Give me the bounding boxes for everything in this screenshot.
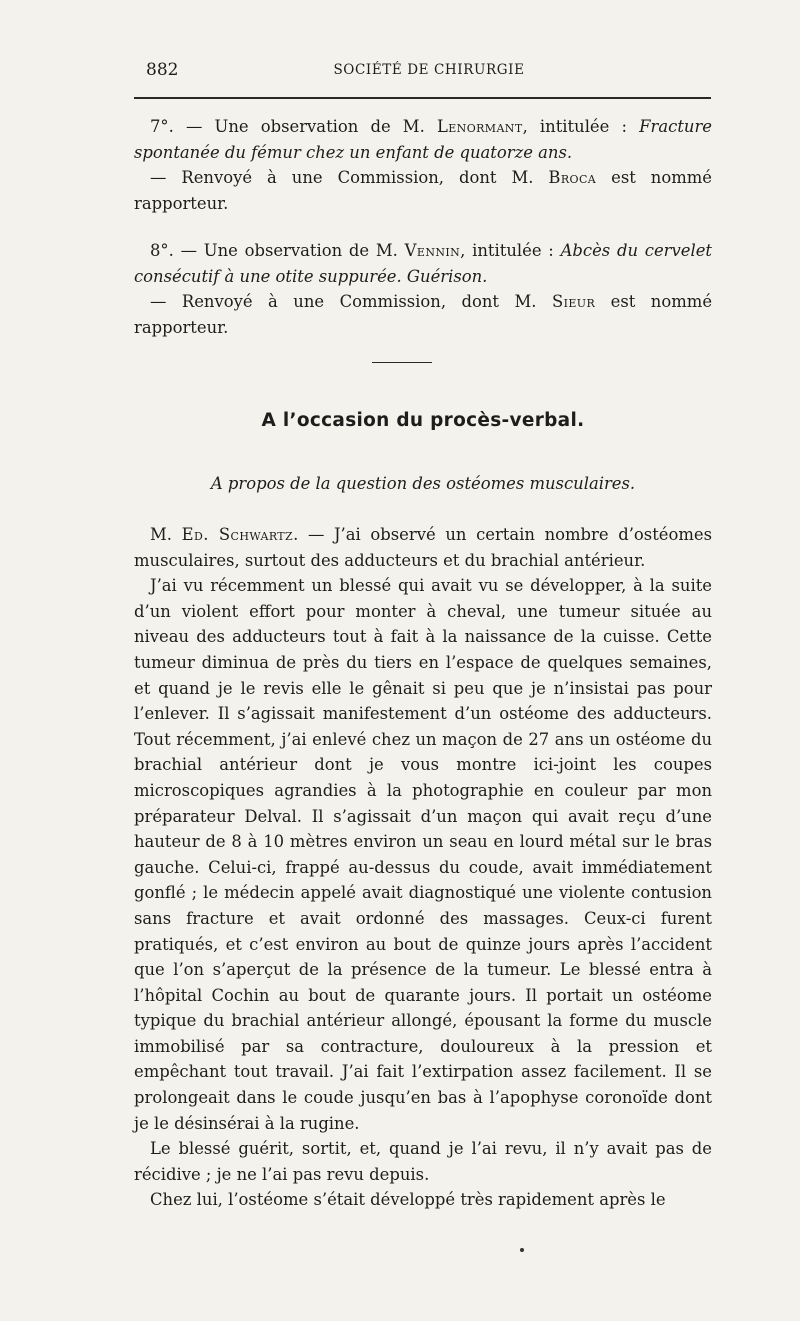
page-header — [146, 60, 712, 86]
item-7-referral — [134, 165, 712, 216]
item-7-paragraph — [134, 114, 712, 165]
item-7 — [134, 114, 712, 216]
item-8-author: Vennin — [404, 241, 461, 260]
section-divider — [372, 362, 432, 363]
item-7-reporter: Broca — [548, 168, 597, 188]
item-7-referral-end: est nommé rapporteur. — [134, 168, 712, 213]
paragraph-1 — [134, 522, 712, 573]
paragraph-4: Chez lui, l’ostéome s’était développé très rapidement après le — [150, 1190, 666, 1210]
item-8-referral-end: est nommé rapporteur. — [134, 292, 713, 337]
paragraph-2: J’ai vu récemment un blessé qui avait vu se développer, à la suite d’un violent effort pour monter à cheval, une tumeur située au niveau des adducteurs tout à fait à la naissance de la cuisse. Cette tumeur diminua de près du tiers en l’espace de quelques semaines, et quand je le revis elle le gênait si peu que je n’insistai pas pour l’enlever. Il s’agissait manifestement d’un ostéome des adducteurs. Tout récemment, j’ai enlevé chez un maçon de 27 ans un ostéome du brachial antérieur dont je vous montre ici-joint les coupes microscopiques agrandies à la photographie en couleur par mon préparateur Delval. Il s’agissait d’un maçon qui avait reçu d’une hauteur de 8 à 10 mètres environ un seau en lourd métal sur le bras gauche. Celui-ci, frappé au-dessus du coude, avait immédiatement gonflé ; le médecin appelé avait diagnostiqué une violente contusion sans fracture et avait ordonné des massages. Ceux-ci furent pratiqués, et c’est environ au bout de quinze jours après l’accident que l’on s’aperçut de la présence de la tumeur. Le blessé entra à l’hôpital Cochin au bout de quarante jours. Il portait un ostéome typique du brachial antérieur allongé, épousant la forme du muscle immobilisé par sa contracture, douloureux à la pression et empêchant tout travail. J’ai fait l’extirpation assez facilement. Il se prolongeait dans le coude jusqu’en bas à l’apophyse coronoïde dont je le désinsérai à la rugine. — [134, 576, 712, 1133]
item-7-lead: 7°. — Une observation de M. — [150, 117, 437, 136]
item-7-referral-text: — Renvoyé à une Commission, dont M. — [150, 168, 549, 188]
item-8-paragraph — [134, 238, 712, 289]
section-subtitle: A propos de la question des ostéomes musculaires. — [210, 474, 636, 493]
page-number: 882 — [146, 60, 179, 80]
item-7-title: Fracture spontanée du fémur chez un enfant de quatorze ans. — [134, 117, 712, 162]
ink-speck — [520, 1248, 524, 1252]
item-8 — [134, 238, 712, 340]
section-title: A l’occasion du procès-verbal. — [261, 410, 585, 431]
item-8-mid: , intitulée : — [460, 241, 561, 260]
speaker-prefix: M. — [150, 525, 182, 544]
speaker-name: Ed. Schwartz — [181, 525, 294, 544]
item-7-mid: , intitulée : — [522, 117, 640, 136]
paragraph-3: Le blessé guérit, sortit, et, quand je l’ai revu, il n’y avait pas de récidive ; je ne l’ai pas revu depuis. — [134, 1139, 712, 1184]
header-rule — [134, 97, 711, 99]
item-8-reporter: Sieur — [551, 292, 596, 312]
main-text — [134, 522, 712, 1213]
item-7-author: Lenormant — [436, 117, 523, 136]
item-8-title: Abcès du cervelet consécutif à une otite suppurée. Guérison. — [134, 241, 712, 286]
item-8-referral-text: — Renvoyé à une Commission, dont M. — [150, 292, 552, 312]
running-head: SOCIÉTÉ DE CHIRURGIE — [333, 62, 525, 78]
item-8-lead: 8°. — Une observation de M. — [150, 241, 405, 260]
item-8-referral — [134, 289, 712, 340]
paragraph-1-text: . — J’ai observé un certain nombre d’ostéomes musculaires, surtout des adducteurs et du brachial antérieur. — [134, 525, 713, 570]
